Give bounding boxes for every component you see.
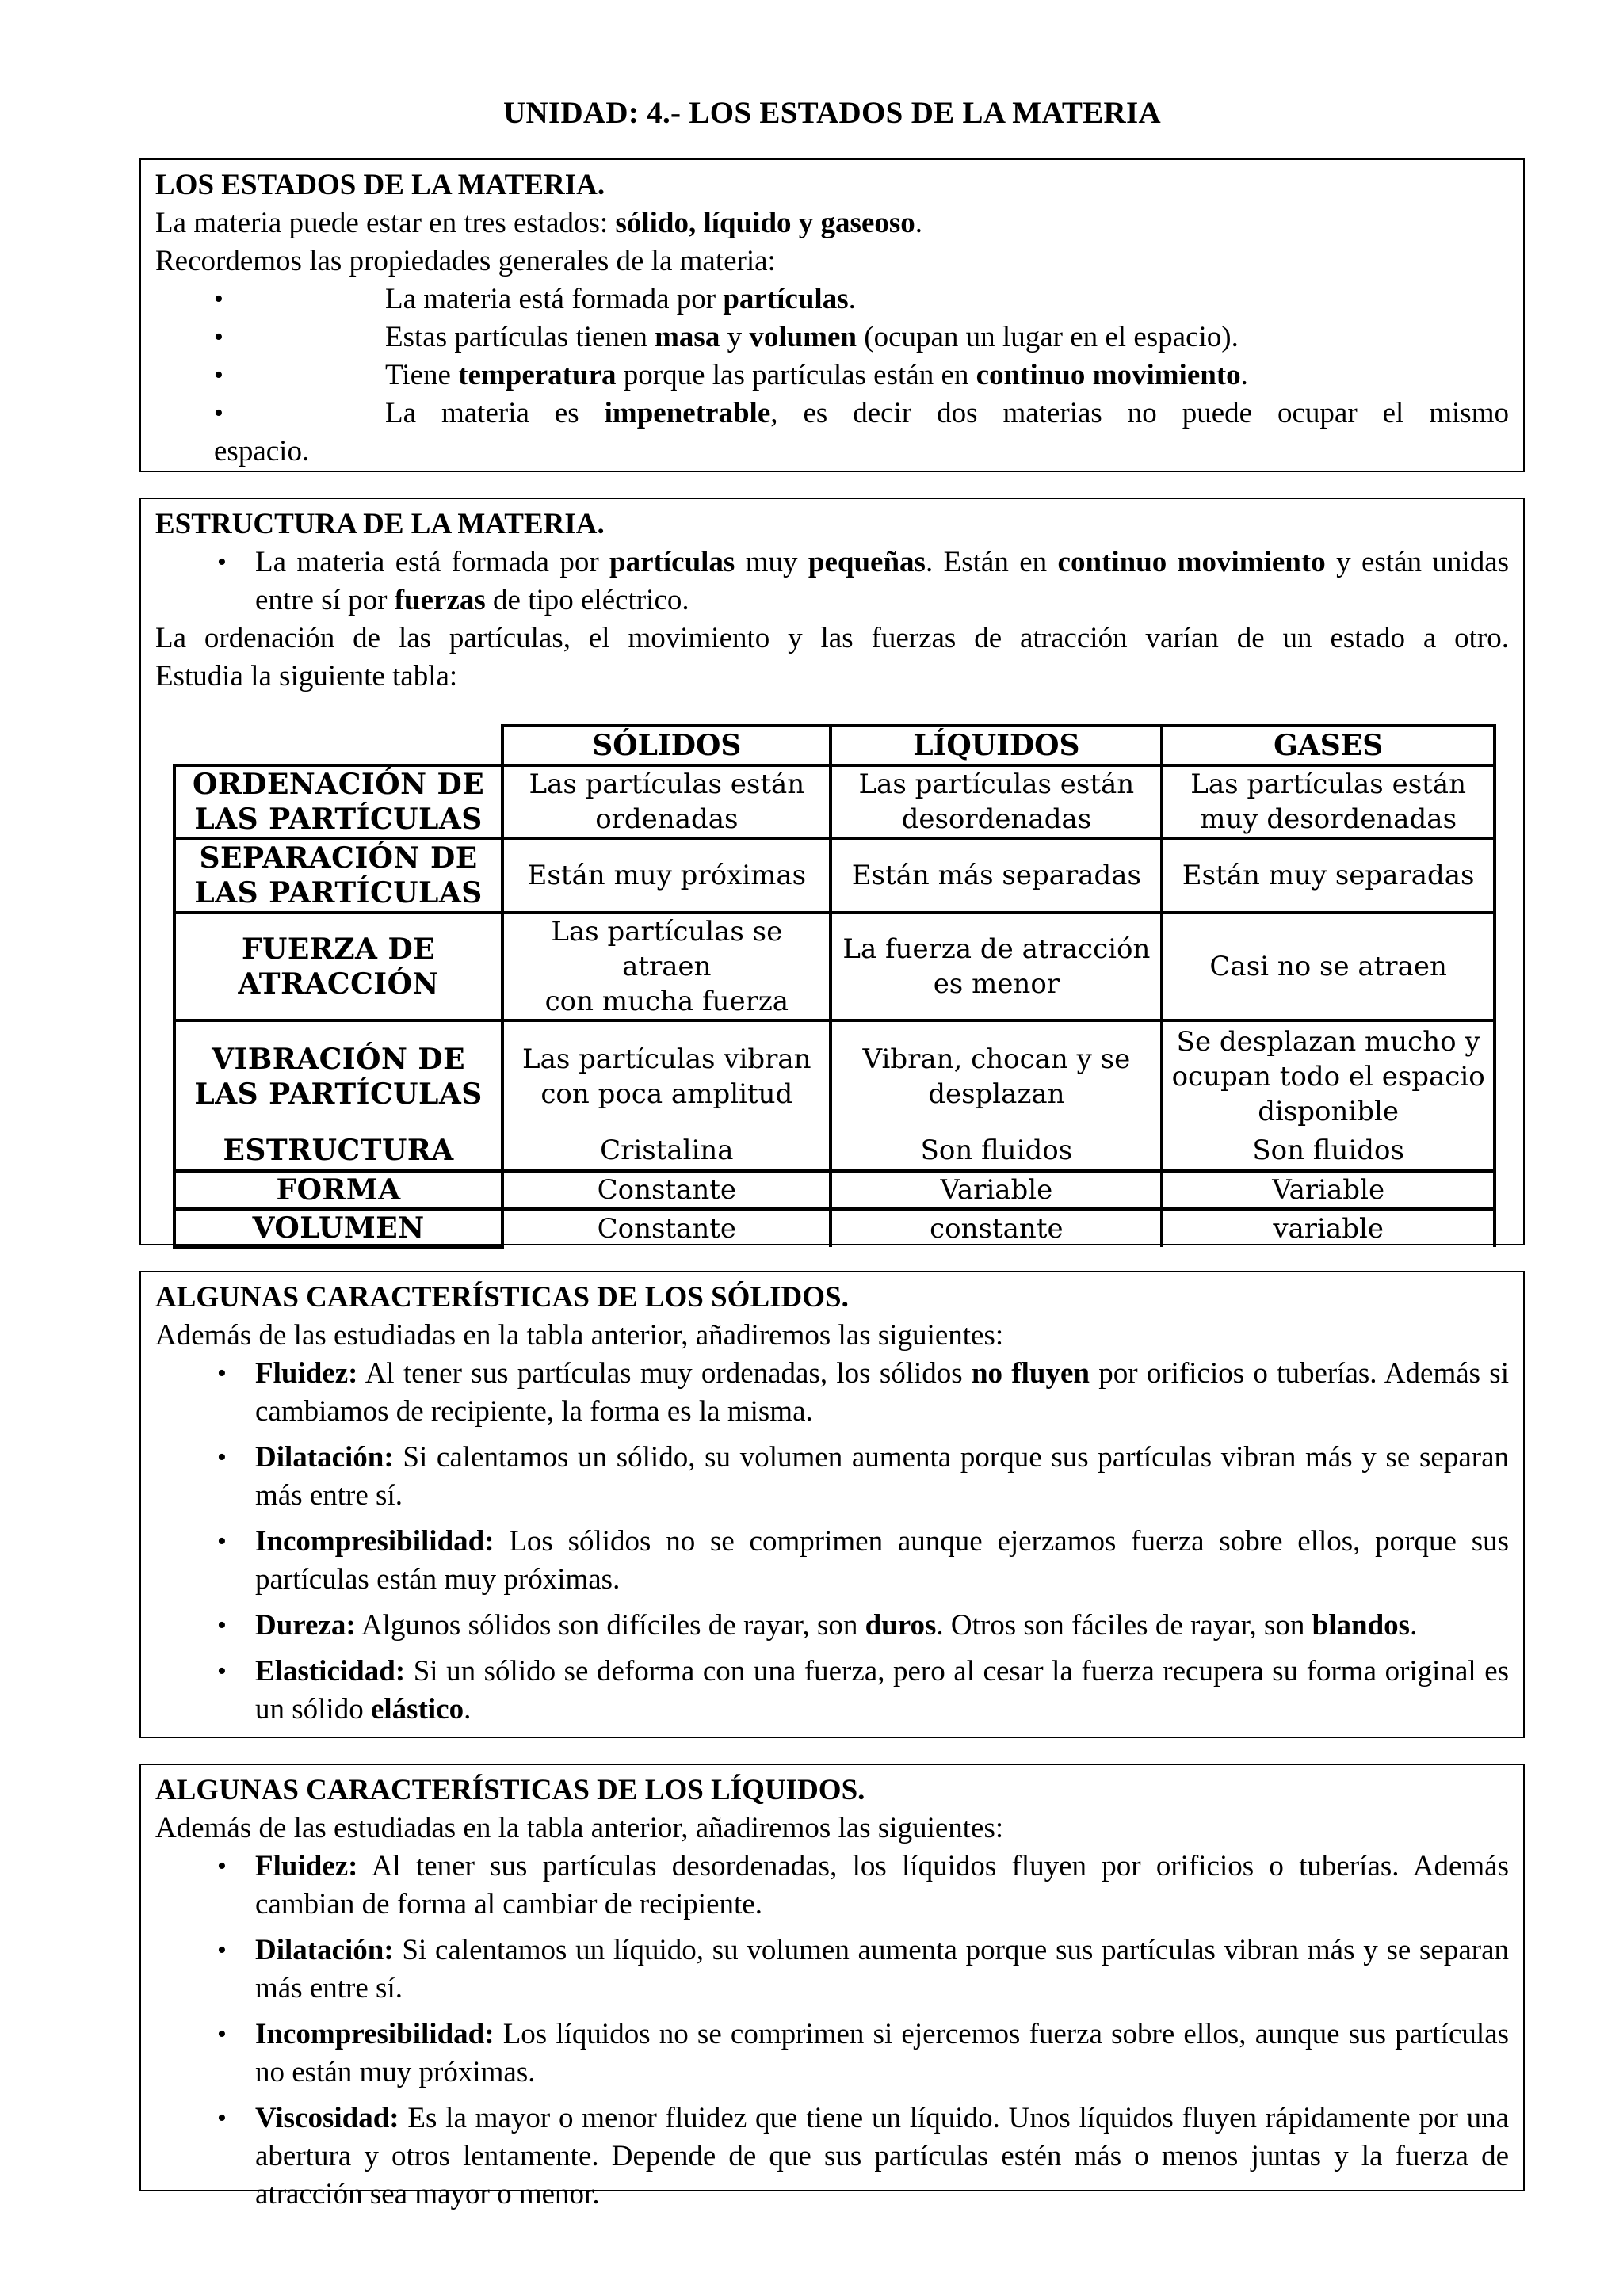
list-item: • Estas partículas tienen masa y volumen (ocupan un lugar en el espacio). xyxy=(155,318,1509,357)
list-item: • La materia está formada por partículas. xyxy=(155,280,1509,318)
paragraph: La materia puede estar en tres estados: sólido, líquido y gaseoso. xyxy=(155,207,923,239)
table-cell: Vibran, chocan y se desplazan xyxy=(831,1020,1162,1131)
table-cell: Se desplazan mucho y ocupan todo el espacio disponible xyxy=(1162,1020,1495,1131)
row-header: FUERZA DE ATRACCIÓN xyxy=(174,913,502,1020)
row-header: ESTRUCTURA xyxy=(174,1131,502,1171)
table-header: SÓLIDOS xyxy=(502,726,831,765)
row-header: SEPARACIÓN DE LAS PARTÍCULAS xyxy=(174,838,502,913)
row-header: ORDENACIÓN DE LAS PARTÍCULAS xyxy=(174,765,502,838)
table-header-empty xyxy=(174,726,502,765)
table-cell: Cristalina xyxy=(502,1131,831,1171)
section-heading: ESTRUCTURA DE LA MATERIA. xyxy=(155,508,605,540)
list-item: • Dilatación: Si calentamos un líquido, su volumen aumenta porque sus partículas vibran más y se separan más entre sí. xyxy=(155,1932,1509,2008)
table-cell: Son fluidos xyxy=(1162,1131,1495,1171)
list-item: • Dilatación: Si calentamos un sólido, su volumen aumenta porque sus partículas vibran más y se separan más entre sí. xyxy=(155,1439,1509,1515)
section-heading: LOS ESTADOS DE LA MATERIA. xyxy=(155,169,605,201)
table-cell: Están más separadas xyxy=(831,838,1162,913)
section-solidos xyxy=(139,1271,1525,1738)
table-cell: Constante xyxy=(502,1209,831,1247)
list-item: • Tiene temperatura porque las partículas están en continuo movimiento. xyxy=(155,357,1509,395)
page-title: UNIDAD: 4.- LOS ESTADOS DE LA MATERIA xyxy=(503,96,1161,130)
table-row xyxy=(174,838,1495,913)
list-item: • Elasticidad: Si un sólido se deforma con una fuerza, pero al cesar la fuerza recupera su forma original es un sólido elástico. xyxy=(155,1653,1509,1729)
table-row xyxy=(174,1131,1495,1171)
table-header: GASES xyxy=(1162,726,1495,765)
list-item: • Incompresibilidad: Los sólidos no se comprimen aunque ejerzamos fuerza sobre ellos, porque sus partículas están muy próximas. xyxy=(155,1523,1509,1599)
table-header: LÍQUIDOS xyxy=(831,726,1162,765)
list-item: • Fluidez: Al tener sus partículas desordenadas, los líquidos fluyen por orificios o tuberías. Además cambian de forma al cambiar de recipiente. xyxy=(155,1848,1509,1924)
table-cell: Variable xyxy=(831,1171,1162,1209)
paragraph: La ordenación de las partículas, el movimiento y las fuerzas de atracción varían de un estado a otro. xyxy=(155,622,1509,654)
table-cell: Están muy separadas xyxy=(1162,838,1495,913)
row-header: VIBRACIÓN DE LAS PARTÍCULAS xyxy=(174,1020,502,1131)
bullet-list xyxy=(155,280,1509,471)
list-item: • La materia está formada por partículas muy pequeñas. Están en continuo movimiento y están unidas entre sí por fuerzas de tipo eléctrico. xyxy=(155,543,1509,620)
table-cell: Variable xyxy=(1162,1171,1495,1209)
table-cell: Están muy próximas xyxy=(502,838,831,913)
paragraph: Además de las estudiadas en la tabla anterior, añadiremos las siguientes: xyxy=(155,1812,1004,1844)
table-cell: constante xyxy=(831,1209,1162,1247)
paragraph: Estudia la siguiente tabla: xyxy=(155,660,458,692)
table-cell: Las partículas están muy desordenadas xyxy=(1162,765,1495,838)
list-item: • Dureza: Algunos sólidos son difíciles de rayar, son duros. Otros son fáciles de rayar, son blandos. xyxy=(155,1607,1509,1645)
list-item: • Incompresibilidad: Los líquidos no se comprimen si ejercemos fuerza sobre ellos, aunque sus partículas no están muy próximas. xyxy=(155,2016,1509,2092)
table-cell: Las partículas se atraen con mucha fuerza xyxy=(502,913,831,1020)
table-cell: Las partículas están ordenadas xyxy=(502,765,831,838)
states-table-wrapper xyxy=(173,724,1496,1249)
bullet-list xyxy=(155,543,1509,620)
paragraph: Además de las estudiadas en la tabla anterior, añadiremos las siguientes: xyxy=(155,1319,1004,1352)
table-cell: Constante xyxy=(502,1171,831,1209)
bullet-list xyxy=(155,1355,1509,1729)
section-heading: ALGUNAS CARACTERÍSTICAS DE LOS SÓLIDOS. xyxy=(155,1281,849,1314)
paragraph: Recordemos las propiedades generales de la materia: xyxy=(155,245,776,277)
table-cell: Son fluidos xyxy=(831,1131,1162,1171)
states-table xyxy=(173,724,1496,1249)
list-item: • Viscosidad: Es la mayor o menor fluidez que tiene un líquido. Unos líquidos fluyen rápidamente por una abertura y otros lentamente. Depende de que sus partículas estén más o menos juntas y la fuerza de atracción sea mayor o menor. xyxy=(155,2100,1509,2214)
table-cell: La fuerza de atracción es menor xyxy=(831,913,1162,1020)
section-estructura xyxy=(139,498,1525,1245)
section-liquidos xyxy=(139,1764,1525,2210)
table-row xyxy=(174,765,1495,838)
section-heading: ALGUNAS CARACTERÍSTICAS DE LOS LÍQUIDOS. xyxy=(155,1774,865,1806)
table-cell: Las partículas vibran con poca amplitud xyxy=(502,1020,831,1131)
table-row xyxy=(174,1020,1495,1131)
table-cell: Casi no se atraen xyxy=(1162,913,1495,1020)
row-header: FORMA xyxy=(174,1171,502,1209)
bullet-list xyxy=(155,1848,1509,2214)
table-row xyxy=(174,913,1495,1020)
table-cell: variable xyxy=(1162,1209,1495,1247)
section-estados xyxy=(139,158,1525,472)
table-row xyxy=(174,1171,1495,1209)
table-cell: Las partículas están desordenadas xyxy=(831,765,1162,838)
row-header: VOLUMEN xyxy=(174,1209,502,1247)
list-item: • Fluidez: Al tener sus partículas muy ordenadas, los sólidos no fluyen por orificios o tuberías. Además si cambiamos de recipiente, la forma es la misma. xyxy=(155,1355,1509,1431)
table-header-row xyxy=(174,726,1495,765)
table-row xyxy=(174,1209,1495,1247)
list-item: • La materia es impenetrable, es decir dos materias no puede ocupar el mismo espacio. xyxy=(155,395,1509,471)
